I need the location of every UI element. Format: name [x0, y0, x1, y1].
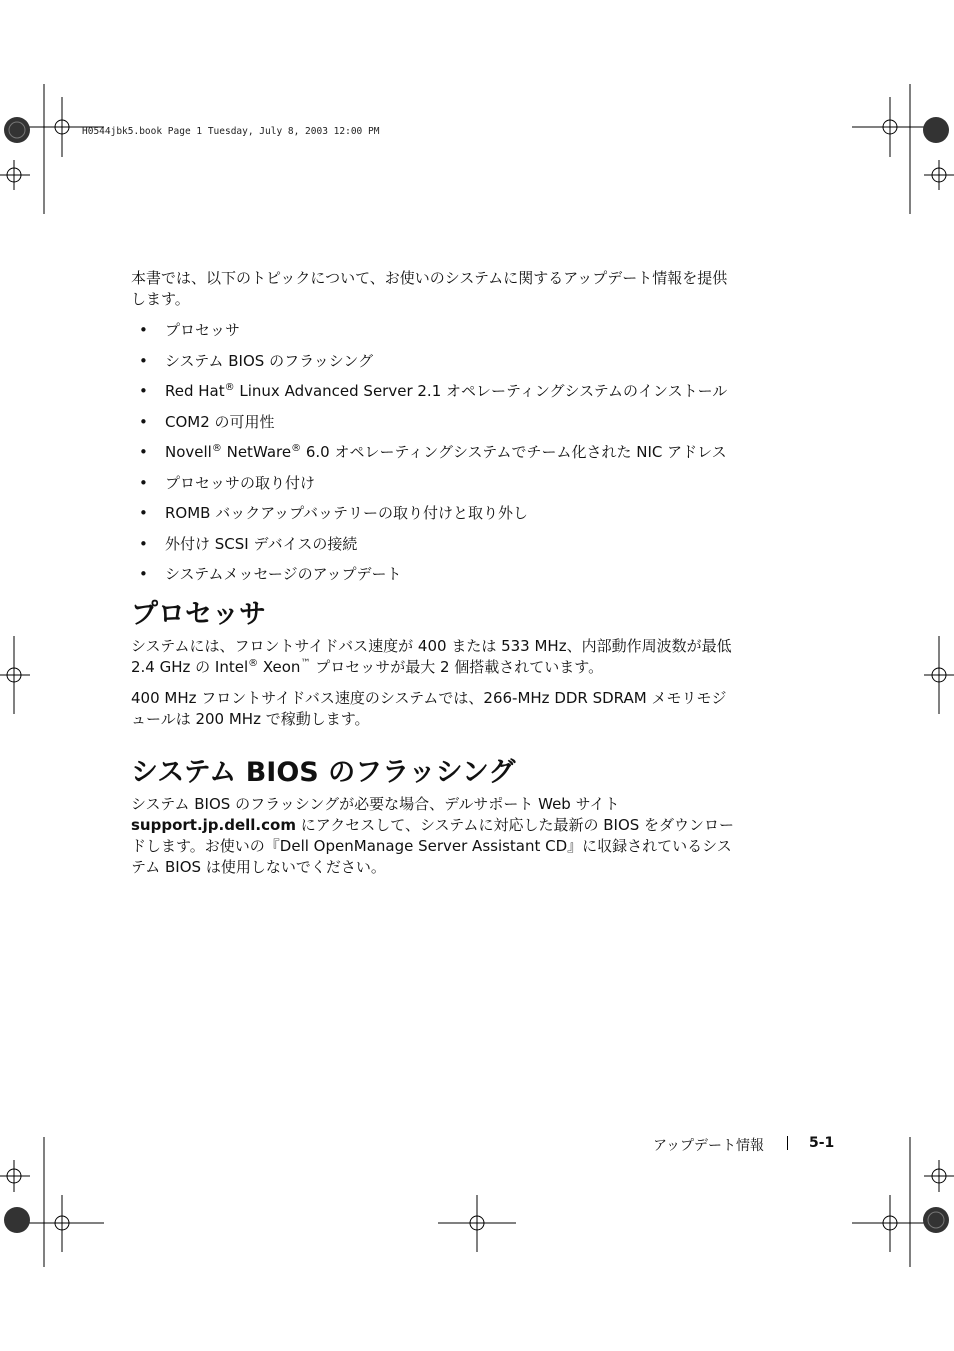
list-item: • COM2 の可用性 — [139, 412, 275, 431]
main-content — [131, 268, 741, 888]
intro-paragraph: 本書では、以下のトピックについて、お使いのシステムに関するアップデート情報を提供します。 — [131, 269, 728, 308]
bullet: • — [139, 321, 148, 339]
list-item: • ROMB バックアップバッテリーの取り付けと取り外し — [139, 504, 528, 522]
bios-paragraph: システム BIOS のフラッシングが必要な場合、デルサポート Web サイト support.jp.dell.com にアクセスして、システムに対応した最新の BIOS をダウンロードします。お使いの『Dell OpenManage Server Assistant CD』に収録されているシステム BIOS は使用しないでください。 — [131, 795, 735, 876]
support-site-link[interactable]: support.jp.dell.com — [131, 816, 296, 834]
bullet: • — [139, 504, 148, 522]
registered-mark: ® — [211, 443, 222, 454]
list-item: • 外付け SCSI デバイスの接続 — [139, 534, 358, 553]
bullet: • — [139, 534, 148, 553]
footer-divider — [787, 1136, 788, 1150]
list-item: • システムメッセージのアップデート — [139, 565, 402, 583]
registered-mark: ® — [291, 443, 302, 454]
bullet: • — [139, 382, 148, 400]
bullet: • — [139, 351, 148, 370]
bullet: • — [139, 443, 148, 461]
trademark-mark: ™ — [300, 658, 311, 669]
bios-heading: システム BIOS のフラッシング — [131, 757, 516, 788]
list-item: • プロセッサの取り付け — [139, 473, 316, 492]
list-item: • Novell® NetWare® 6.0 オペレーティングシステムでチーム化された NIC アドレス — [139, 443, 727, 461]
footer-section-title: アップデート情報 — [653, 1138, 765, 1154]
bullet: • — [139, 565, 148, 583]
topic-list — [131, 320, 741, 584]
registered-mark: ® — [224, 382, 235, 393]
processor-heading: プロセッサ — [131, 599, 266, 630]
registered-mark: ® — [248, 658, 259, 669]
bullet: • — [139, 412, 148, 431]
list-item: • プロセッサ — [139, 321, 241, 339]
processor-paragraph-2: 400 MHz フロントサイドバス速度のシステムでは、266-MHz DDR SDRAM メモリモジュールは 200 MHz で稼動します。 — [131, 689, 727, 728]
print-header: H0544jbk5.book Page 1 Tuesday, July 8, 2003 12:00 PM — [82, 126, 380, 137]
list-item: • システム BIOS のフラッシング — [139, 351, 374, 370]
bullet: • — [139, 473, 148, 492]
list-item: • Red Hat® Linux Advanced Server 2.1 オペレーティングシステムのインストール — [139, 382, 728, 400]
page-number: 5-1 — [809, 1135, 835, 1151]
processor-paragraph-1: システムには、フロントサイドバス速度が 400 または 533 MHz、内部動作周波数が最低 2.4 GHz の Intel® Xeon™ プロセッサが最大 2 個搭載されています。 — [131, 637, 732, 676]
